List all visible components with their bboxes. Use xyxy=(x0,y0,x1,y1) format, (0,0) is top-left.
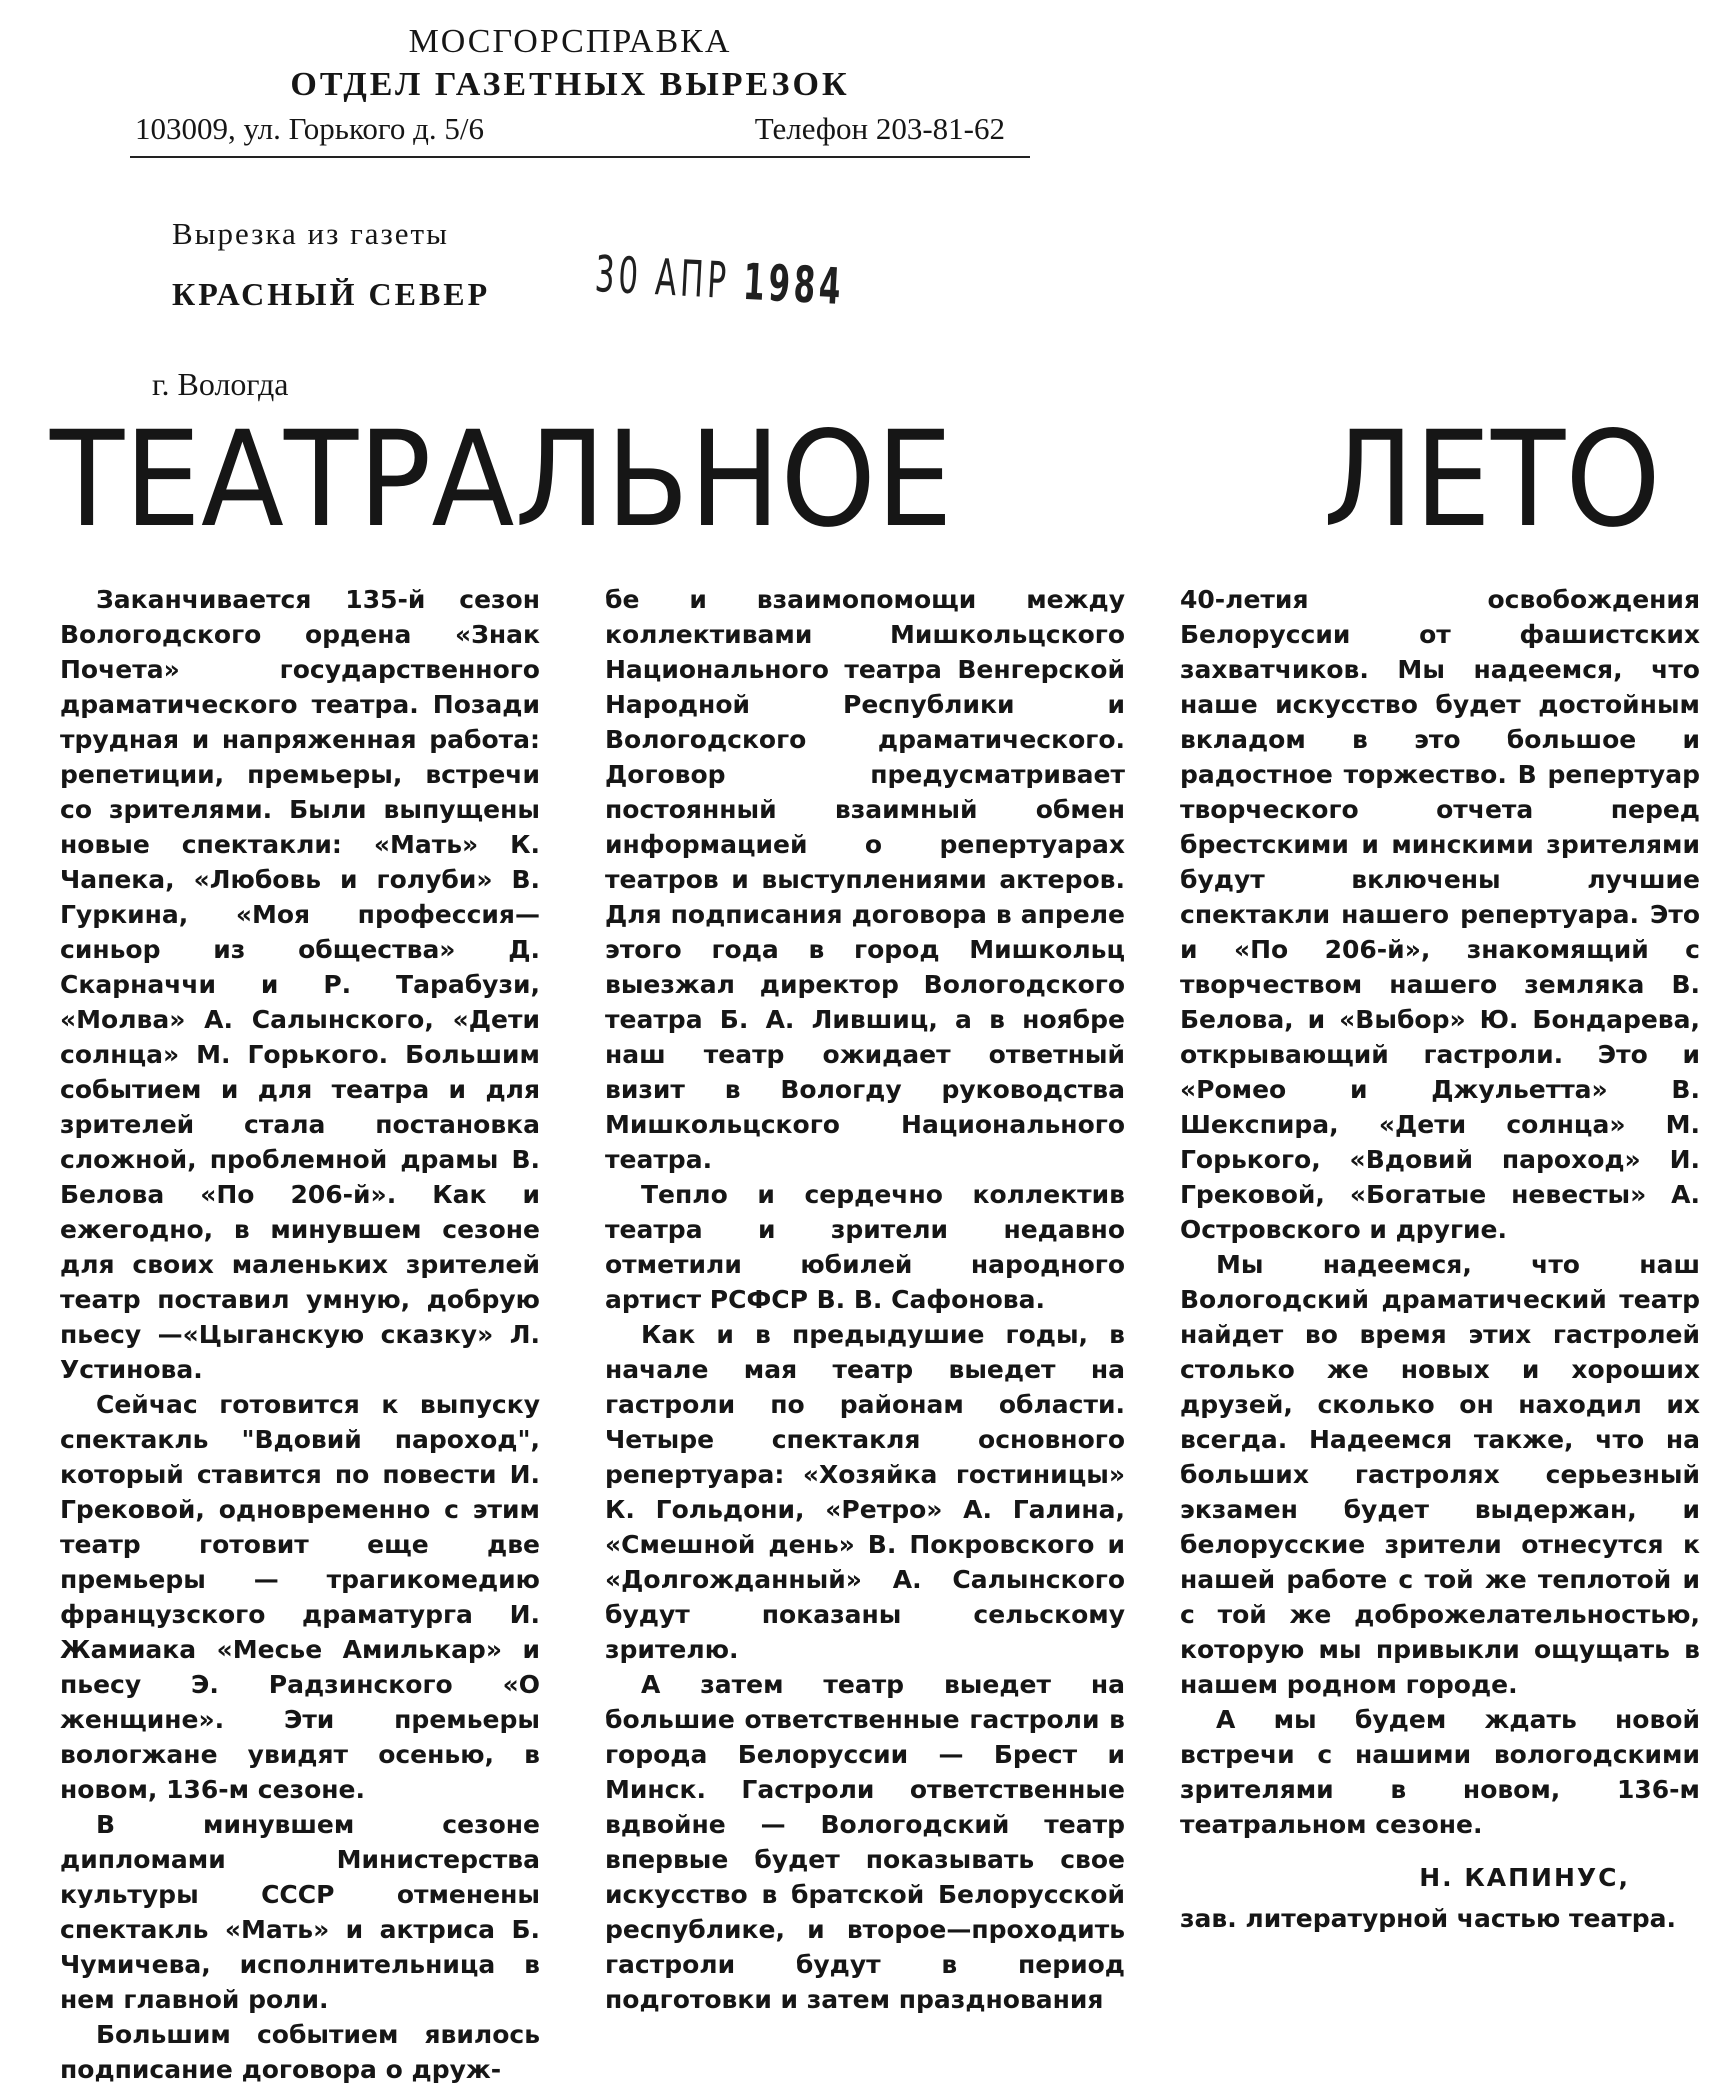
paragraph: А затем театр выедет на большие ответственные гастроли в города Белоруссии — Брест и Минск. Гастроли ответственные вдвойне — Вологодский театр впервые будет показывать свое искусство в братской Белорусской республике, и второе—проходить гастроли будут в период подготовки и затем празднования xyxy=(605,1670,1125,2014)
paragraph: Большим событием явилось подписание договора о друж- xyxy=(60,2020,540,2084)
paragraph: Тепло и сердечно коллектив театра и зрители недавно отметили юбилей народного артист РСФСР В. В. Сафонова. xyxy=(605,1180,1125,1314)
article-column-1 xyxy=(60,582,540,2087)
author-role: зав. литературной частью театра. xyxy=(1180,1904,1677,1933)
department-name: ОТДЕЛ ГАЗЕТНЫХ ВЫРЕЗОК xyxy=(290,66,850,103)
address-line xyxy=(135,108,1005,150)
service-phone: Телефон 203-81-62 xyxy=(754,111,1005,146)
newspaper-name: КРАСНЫЙ СЕВЕР xyxy=(172,276,491,312)
paragraph: Сейчас готовится к выпуску спектакль "Вдовий пароход", который ставится по повести И. Грековой, одновременно с этим театр готовит еще две премьеры — трагикомедию французского драматурга И. Жамиака «Месье Амилькар» и пьесу Э. Радзинского «О женщине». Эти премьеры вологжане увидят осенью, в новом, 136-м сезоне. xyxy=(60,1390,540,1804)
headline-word-2: ЛЕТО xyxy=(1322,403,1661,557)
service-name: МОСГОРСПРАВКА xyxy=(408,23,732,60)
header-divider xyxy=(130,156,1030,158)
date-stamp xyxy=(593,245,845,316)
paragraph: 40-летия освобождения Белоруссии от фашистских захватчиков. Мы надеемся, что наше искусство будет достойным вкладом в это большое и радостное торжество. В репертуар творческого отчета перед брестскими и минскими зрителями будут включены лучшие спектакли нашего репертуара. Это и «По 206-й», знакомящий с творчеством нашего земляка В. Белова, и «Выбор» Ю. Бондарева, открывающий гастроли. Это и «Ромео и Джульетта» В. Шекспира, «Дети солнца» М. Горького, «Вдовий пароход» И. Грековой, «Богатые невесты» А. Островского и другие. xyxy=(1180,585,1700,1244)
article-headline xyxy=(50,405,1690,555)
clipping-label: Вырезка из газеты xyxy=(172,216,449,251)
paragraph: В минувшем сезоне дипломами Министерства культуры СССР отменены спектакль «Мать» и актриса Б. Чумичева, исполнительница в нем главной роли. xyxy=(60,1810,540,2014)
article-column-3 xyxy=(1180,582,1700,1937)
newspaper-city: г. Вологда xyxy=(152,366,289,402)
service-address: 103009, ул. Горького д. 5/6 xyxy=(135,111,485,146)
paragraph: Как и в предыдушие годы, в начале мая театр выедет на гастроли по районам области. Четыре спектакля основного репертуара: «Хозяйка гостиницы» К. Гольдони, «Ретро» А. Галина, «Смешной день» В. Покровского и «Долгожданный» А. Салынского будут показаны сельскому зрителю. xyxy=(605,1320,1125,1664)
headline-word-1: ТЕАТРАЛЬНОЕ xyxy=(50,403,953,557)
date-stamp-year: 1984 xyxy=(741,252,846,317)
clipping-service-header xyxy=(135,22,1005,146)
paragraph: Мы надеемся, что наш Вологодский драматический театр найдет во время этих гастролей столько же новых и хороших друзей, сколько он находил их всегда. Надеемся также, что на больших гастролях серьезный экзамен будет выдержан, и белорусские зрители отнесутся к нашей работе с той же теплотой и с той же доброжелательностью, которую мы привыкли ощущать в нашем родном городе. xyxy=(1180,1250,1700,1699)
author-name: Н. КАПИНУС, xyxy=(1419,1863,1630,1892)
paragraph: Заканчивается 135-й сезон Вологодского ордена «Знак Почета» государственного драматического театра. Позади трудная и напряженная работа: репетиции, премьеры, встречи со зрителями. Были выпущены новые спектакли: «Мать» К. Чапека, «Любовь и голуби» В. Гуркина, «Моя профессия— синьор из общества» Д. Скарначчи и Р. Тарабузи, «Молва» А. Салынского, «Дети солнца» М. Горького. Большим событием и для театра и для зрителей стала постановка сложной, проблемной драмы В. Белова «По 206-й». Как и ежегодно, в минувшем сезоне для своих маленьких зрителей театр поставил умную, добрую пьесу —«Цыганскую сказку» Л. Устинова. xyxy=(60,585,540,1384)
date-stamp-day-month: 30 АПР xyxy=(593,245,732,311)
article-column-2 xyxy=(605,582,1125,2017)
paragraph: А мы будем ждать новой встречи с нашими вологодскими зрителями в новом, 136-м театральном сезоне. xyxy=(1180,1705,1700,1839)
paragraph: бе и взаимопомощи между коллективами Мишкольцского Национального театра Венгерской Народной Республики и Вологодского драматического. Договор предусматривает постоянный взаимный обмен информацией о репертуарах театров и выступлениями актеров. Для подписания договора в апреле этого года в город Мишкольц выезжал директор Вологодского театра Б. А. Лившиц, а в ноябре наш театр ожидает ответный визит в Вологду руководства Мишкольцского Национального театра. xyxy=(605,585,1125,1174)
